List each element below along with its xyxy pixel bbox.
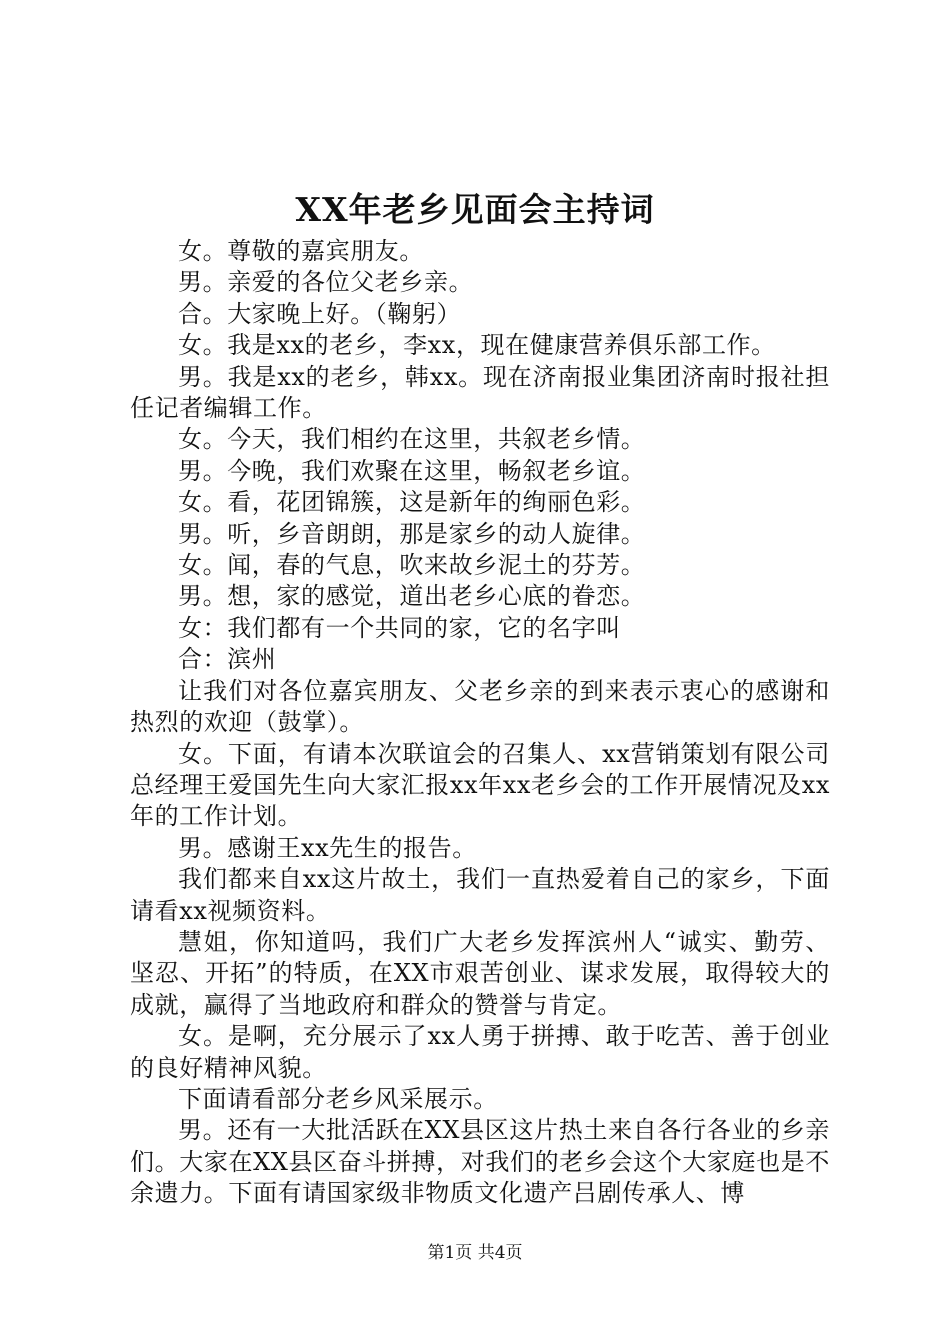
- paragraph: 我们都来自xx这片故土，我们一直热爱着自己的家乡，下面请看xx视频资料。: [130, 865, 830, 925]
- paragraph: 女。闻，春的气息，吹来故乡泥土的芬芳。: [178, 551, 646, 580]
- paragraph: 女。我是xx的老乡，李xx，现在健康营养俱乐部工作。: [178, 331, 776, 360]
- paragraph: 女。今天，我们相约在这里，共叙老乡情。: [178, 425, 646, 454]
- paragraph: 男。感谢王xx先生的报告。: [178, 833, 477, 862]
- paragraph: 合。大家晚上好。（鞠躬）: [178, 299, 462, 328]
- paragraph: 男。亲爱的各位父老乡亲。: [178, 268, 474, 297]
- paragraph: 男。今晚，我们欢聚在这里，畅叙老乡谊。: [178, 456, 646, 485]
- paragraph: 合：滨州: [178, 645, 277, 674]
- paragraph: 男。还有一大批活跃在XX县区这片热土来自各行各业的乡亲们。大家在XX县区奋斗拼搏，对我们的老乡会这个大家庭也是不余遗力。下面有请国家级非物质文化遗产吕剧传承人、博: [130, 1116, 830, 1208]
- paragraph: 女。看，花团锦簇，这是新年的绚丽色彩。: [178, 488, 646, 517]
- paragraph: 女。下面，有请本次联谊会的召集人、xx营销策划有限公司总经理王爱国先生向大家汇报xx年xx老乡会的工作开展情况及xx年的工作计划。: [130, 739, 830, 831]
- paragraph: 男。想，家的感觉，道出老乡心底的眷恋。: [178, 582, 646, 611]
- paragraph: 女。是啊，充分展示了xx人勇于拼搏、敢于吃苦、善于创业的良好精神风貌。: [130, 1022, 830, 1082]
- paragraph: 慧姐，你知道吗，我们广大老乡发挥滨州人“诚实、勤劳、坚忍、开拓”的特质，在XX市艰苦创业、谋求发展，取得较大的成就，赢得了当地政府和群众的赞誉与肯定。: [130, 927, 830, 1019]
- page-title: XX年老乡见面会主持词: [295, 190, 655, 229]
- paragraph: 男。我是xx的老乡，韩xx。现在济南报业集团济南时报社担任记者编辑工作。: [130, 362, 830, 423]
- paragraph: 让我们对各位嘉宾朋友、父老乡亲的到来表示衷心的感谢和热烈的欢迎（鼓掌）。: [130, 676, 830, 737]
- page-footer: 第1页 共4页: [427, 1243, 523, 1263]
- paragraph: 女：我们都有一个共同的家，它的名字叫: [178, 613, 621, 642]
- paragraph: 下面请看部分老乡风采展示。: [178, 1084, 498, 1113]
- paragraph: 男。听，乡音朗朗，那是家乡的动人旋律。: [178, 519, 646, 548]
- paragraph: 女。尊敬的嘉宾朋友。: [178, 237, 424, 265]
- document-body: [130, 236, 830, 1210]
